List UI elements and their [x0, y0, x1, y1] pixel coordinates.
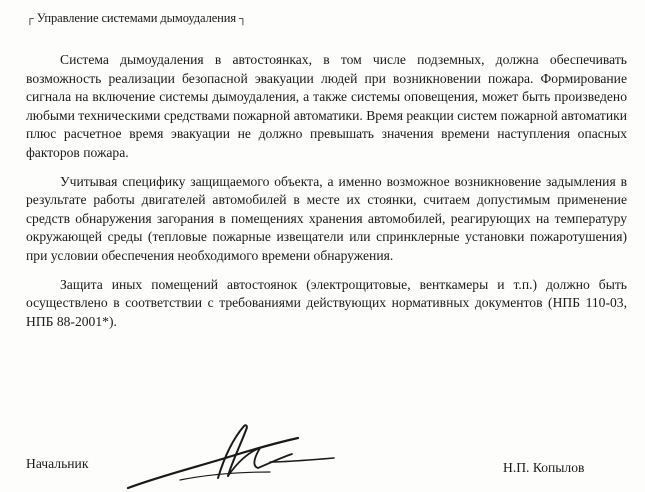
heading-left-bracket: ┌	[26, 13, 34, 25]
paragraph-1: Система дымоудаления в автостоянках, в том числе подземных, должна обеспечивать возможность реализации безопасной эвакуации людей при возникновении пожара. Формирование сигнала на включение системы дымоудаления, а также системы оповещения, может быть произведено любыми техническими средствами пожарной автоматики. Время реакции систем пожарной автоматики плюс расчетное время эвакуации не должно превышать значения времени наступления опасных факторов пожара.	[26, 52, 627, 160]
signatory-name: Н.П. Копылов	[503, 460, 585, 475]
document-body	[26, 51, 627, 341]
handwritten-signature	[120, 418, 340, 492]
paragraph-3: Защита иных помещений автостоянок (электрощитовые, венткамеры и т.п.) должно быть осуществлено в соответствии с требованиями действующих нормативных документов (НПБ 110-03, НПБ 88-2001*).	[26, 276, 627, 329]
paragraph-2: Учитывая специфику защищаемого объекта, а именно возможное возникновение задымления в результате работы двигателей автомобилей в месте их стоянки, считаем допустимым применение средств обнаружения загорания в помещениях хранения автомобилей, реагирующих на температуру окружающей среды (тепловые пожарные извещатели или спринклерные установки пожаротушения) при условии обеспечения необходимого времени обнаружения.	[26, 173, 627, 263]
signatory-title: Начальник	[26, 456, 89, 471]
heading-text: Управление системами дымоудаления	[36, 11, 236, 25]
document-heading	[26, 11, 247, 26]
heading-right-bracket: ┐	[239, 13, 247, 25]
